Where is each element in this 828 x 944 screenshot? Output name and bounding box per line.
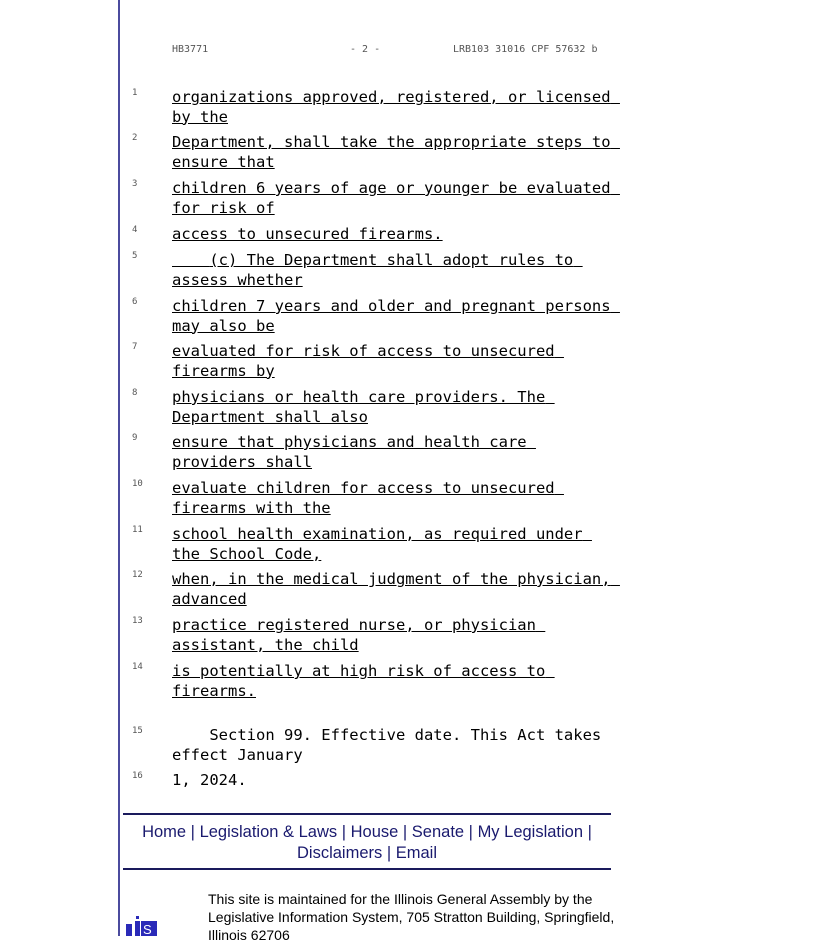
bill-line: Department, shall take the appropriate steps to ensure that (172, 133, 620, 171)
line-number: 15 (132, 726, 143, 736)
bill-line: organizations approved, registered, or licensed by the (172, 88, 620, 126)
svg-text:S: S (143, 922, 152, 936)
bill-line: physicians or health care providers. The Department shall also (172, 388, 555, 426)
line-number: 7 (132, 342, 138, 352)
bill-line: (c) The Department shall adopt rules to assess whether (172, 251, 583, 289)
lrb-code: LRB103 31016 CPF 57632 b (453, 44, 598, 55)
nav-disclaimers[interactable]: Disclaimers (297, 844, 383, 862)
bill-line: when, in the medical judgment of the physician, advanced (172, 570, 620, 608)
line-number: 1 (132, 88, 138, 98)
nav-email[interactable]: Email (395, 844, 437, 862)
nav-home[interactable]: Home (142, 823, 187, 841)
bill-line: access to unsecured firearms. (172, 225, 443, 243)
bill-line: evaluate children for access to unsecured firearms with the (172, 479, 564, 517)
bill-line: Section 99. Effective date. This Act takes effect January (172, 726, 611, 764)
bill-line: school health examination, as required under the School Code, (172, 525, 592, 563)
bill-line: evaluated for risk of access to unsecured firearms by (172, 342, 564, 380)
lis-logo-icon (124, 912, 164, 936)
line-number: 14 (132, 662, 143, 672)
line-number: 2 (132, 133, 138, 143)
nav-house[interactable]: House (350, 823, 399, 841)
bill-line: children 7 years and older and pregnant persons may also be (172, 297, 620, 335)
footer-rule-bottom (123, 868, 611, 870)
line-number: 3 (132, 179, 138, 189)
line-number: 8 (132, 388, 138, 398)
footer-nav: Home | Legislation & Laws | House | Senate | My Legislation | Disclaimers | Email (142, 823, 592, 862)
bill-line: children 6 years of age or younger be evaluated for risk of (172, 179, 620, 217)
footer-text: This site is maintained for the Illinois General Assembly by the Legislative Information System, 705 Stratton Building, Springfield, Illinois 62706 (208, 891, 615, 943)
line-number: 16 (132, 771, 143, 781)
bill-line: practice registered nurse, or physician assistant, the child (172, 616, 546, 654)
line-number: 10 (132, 479, 143, 489)
bill-line: 1, 2024. (172, 771, 247, 789)
line-number: 4 (132, 225, 138, 235)
line-number: 11 (132, 525, 143, 535)
bill-line: is potentially at high risk of access to firearms. (172, 662, 555, 700)
line-number: 13 (132, 616, 143, 626)
line-number: 5 (132, 251, 138, 261)
nav-senate[interactable]: Senate (411, 823, 465, 841)
nav-my-legislation[interactable]: My Legislation (477, 823, 584, 841)
line-number: 6 (132, 297, 138, 307)
line-number: 9 (132, 433, 138, 443)
page-number: - 2 - (350, 44, 381, 55)
line-number: 12 (132, 570, 143, 580)
nav-legislation-laws[interactable]: Legislation & Laws (199, 823, 338, 841)
bill-line: ensure that physicians and health care providers shall (172, 433, 536, 471)
footer-rule-top (123, 813, 611, 815)
bill-page (118, 0, 828, 943)
bill-number: HB3771 (172, 44, 209, 55)
